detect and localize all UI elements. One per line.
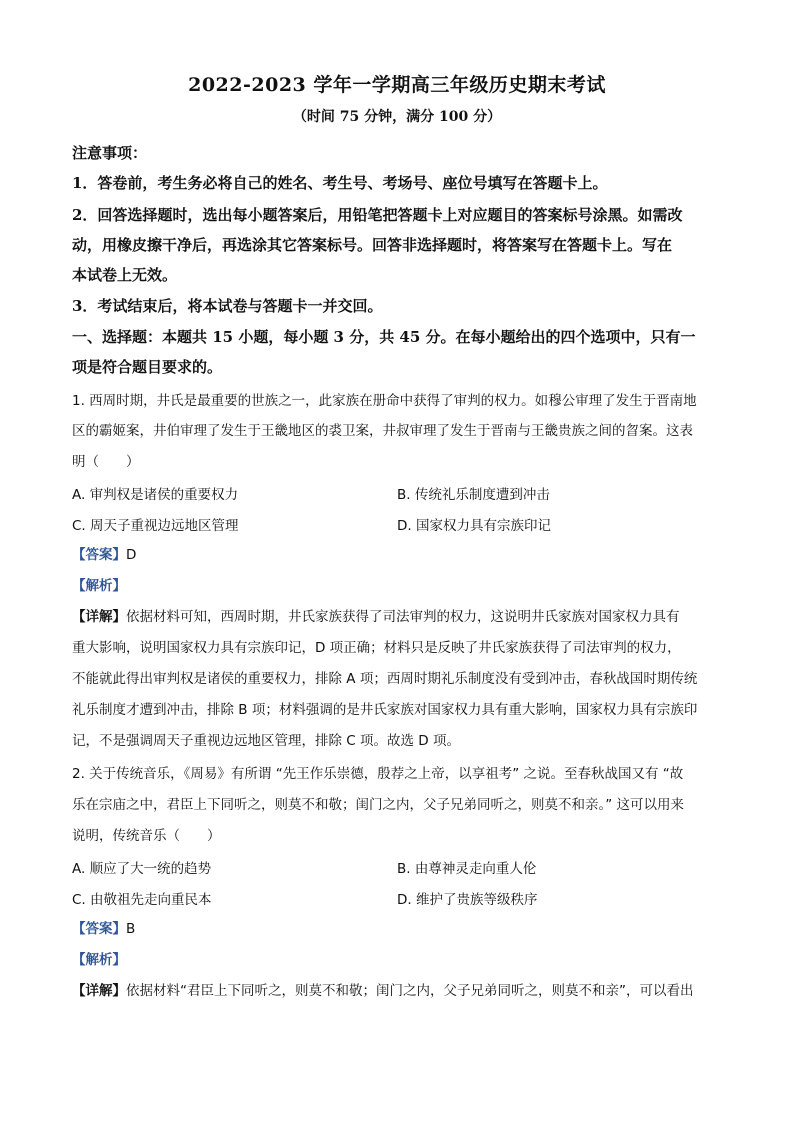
q1-option-d: D. 国家权力具有宗族印记 (397, 518, 551, 534)
q2-stem-line-2: 乐在宗庙之中，君臣上下同听之，则莫不和敬；闺门之内，父子兄弟同听之，则莫不和亲。” 这可以用来 (72, 797, 685, 813)
q1-detail-line-5: 记，不是强调周天子重视边远地区管理，排除 C 项。故选 D 项。 (72, 733, 460, 749)
q1-option-a: A. 审判权是诸侯的重要权力 (72, 487, 239, 503)
exam-subtitle: （时间 75 分钟，满分 100 分） (292, 109, 502, 125)
q2-option-b: B. 由尊神灵走向重人伦 (397, 861, 537, 877)
q2-stem-line-1: 2. 关于传统音乐，《周易》有所谓 “先王作乐崇德，殷荐之上帝，以享祖考” 之说。至春秋战国又有 “故 (72, 766, 684, 782)
q2-detail-line-1 (72, 981, 732, 1001)
q2-answer-value: B (126, 921, 136, 937)
q2-analysis-tag: 【解析】 (72, 952, 126, 968)
section-heading-line-2: 项是符合题目要求的。 (72, 358, 223, 376)
q1-detail-text-1: 依据材料可知，西周时期，井氏家族获得了司法审判的权力，这说明井氏家族对国家权力具有 (126, 609, 680, 625)
notice-item-2-line-3: 本试卷上无效。 (72, 266, 178, 284)
q1-detail-line-1 (72, 607, 732, 627)
q1-analysis-row (72, 576, 732, 596)
section-heading-line-1: 一、选择题：本题共 15 小题，每小题 3 分，共 45 分。在每小题给出的四个选项中，只有一 (72, 328, 696, 346)
exam-title: 2022-2023 学年一学期高三年级历史期末考试 (188, 74, 606, 96)
q1-answer-row (72, 545, 732, 565)
q1-answer-value: D (126, 547, 137, 563)
q2-option-d: D. 维护了贵族等级秩序 (397, 892, 538, 908)
q1-stem-line-3: 明（ ） (72, 454, 140, 470)
q1-detail-tag: 【详解】 (72, 609, 126, 625)
q1-answer-tag: 【答案】 (72, 547, 126, 563)
q1-option-c: C. 周天子重视边远地区管理 (72, 518, 239, 534)
q2-detail-tag: 【详解】 (72, 983, 126, 999)
q2-analysis-row (72, 950, 732, 970)
notice-item-1: 1．答卷前，考生务必将自己的姓名、考生号、考场号、座位号填写在答题卡上。 (72, 174, 608, 192)
q2-answer-tag: 【答案】 (72, 921, 126, 937)
notice-item-2-line-1: 2．回答选择题时，选出每小题答案后，用铅笔把答题卡上对应题目的答案标号涂黑。如需改 (72, 206, 683, 224)
q1-analysis-tag: 【解析】 (72, 578, 126, 594)
notice-heading: 注意事项： (72, 144, 148, 162)
q2-detail-text-1: 依据材料“君臣上下同听之，则莫不和敬；闺门之内，父子兄弟同听之，则莫不和亲”，可以看出 (126, 983, 694, 999)
q1-stem-line-1: 1. 西周时期，井氏是最重要的世族之一，此家族在册命中获得了审判的权力。如穆公审理了发生于晋南地 (72, 393, 697, 409)
q1-detail-line-3: 不能就此得出审判权是诸侯的重要权力，排除 A 项；西周时期礼乐制度没有受到冲击，春秋战国时期传统 (72, 671, 698, 687)
q2-answer-row (72, 919, 732, 939)
q1-detail-line-4: 礼乐制度才遭到冲击，排除 B 项；材料强调的是井氏家族对国家权力具有重大影响，国家权力具有宗族印 (72, 702, 698, 718)
notice-item-2-line-2: 动，用橡皮擦干净后，再选涂其它答案标号。回答非选择题时，将答案写在答题卡上。写在 (72, 236, 673, 254)
q2-option-c: C. 由敬祖先走向重民本 (72, 892, 212, 908)
q2-option-a: A. 顺应了大一统的趋势 (72, 861, 212, 877)
q1-stem-line-2: 区的霸姬案，井伯审理了发生于王畿地区的裘卫案，井叔审理了发生于晋南与王畿贵族之间的曶案。这表 (72, 423, 693, 439)
q2-stem-line-3: 说明，传统音乐（ ） (72, 828, 221, 844)
q1-option-b: B. 传统礼乐制度遭到冲击 (397, 487, 550, 503)
q1-detail-line-2: 重大影响，说明国家权力具有宗族印记，D 项正确；材料只是反映了井氏家族获得了司法审判的权力， (72, 640, 681, 656)
notice-item-3: 3．考试结束后，将本试卷与答题卡一并交回。 (72, 297, 383, 315)
